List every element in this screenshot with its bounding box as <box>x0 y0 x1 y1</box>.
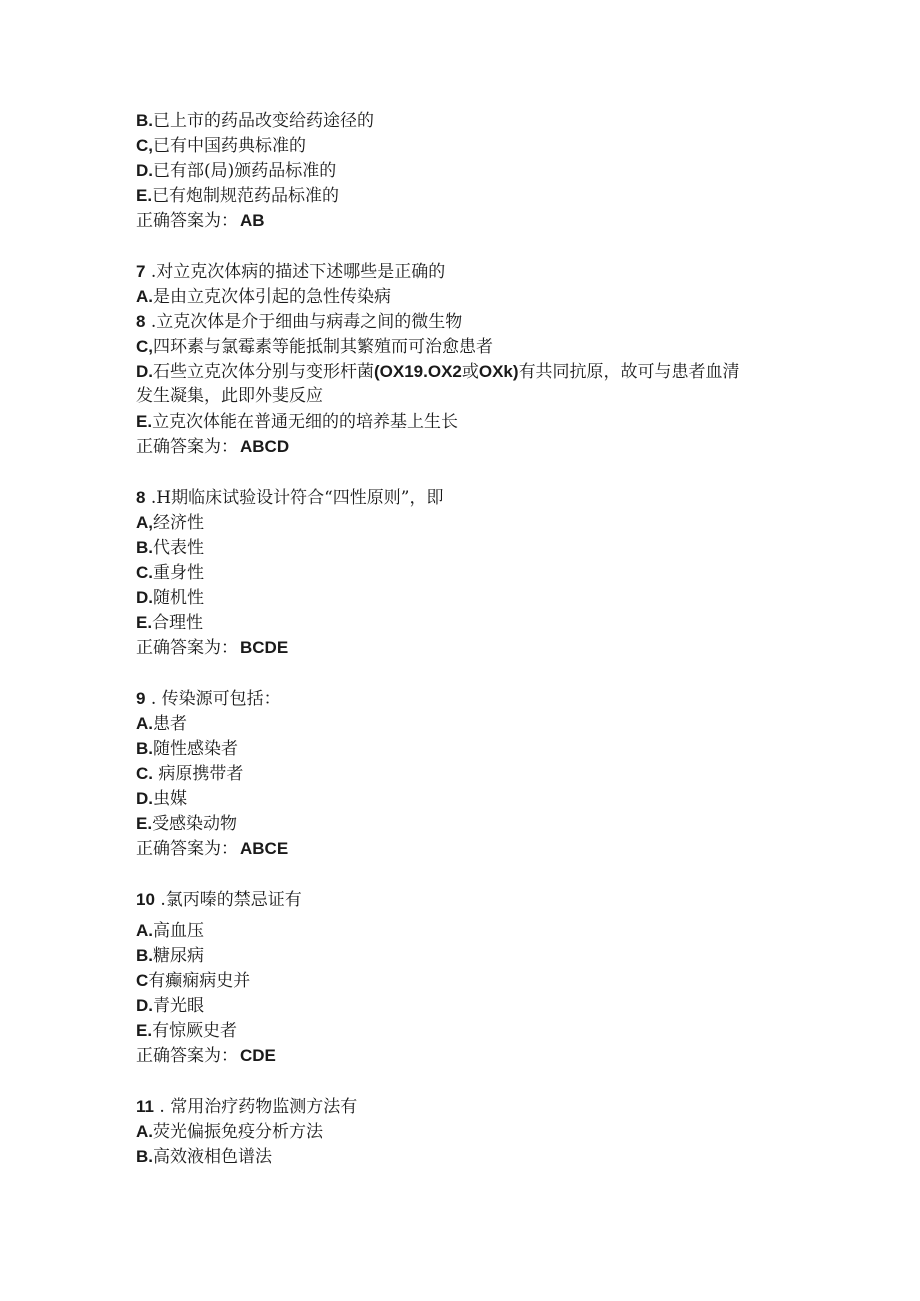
option-a: A.高血压 <box>136 921 204 941</box>
option-b: B.已上市的药品改变给药途径的 <box>136 111 374 131</box>
option-c: C,四环素与氯霉素等能抵制其繁殖而可治愈患者 <box>136 337 493 357</box>
answer-line: 正确答案为： AB <box>136 211 265 231</box>
option-a: A,经济性 <box>136 513 204 533</box>
question-stem: 7 .对立克次体病的描述下述哪些是正确的 <box>136 262 446 282</box>
option-a: A.是由立克次体引起的急性传染病 <box>136 287 391 307</box>
answer-line: 正确答案为： ABCE <box>136 839 289 859</box>
option-b: B.糖尿病 <box>136 946 204 966</box>
option-b: B.代表性 <box>136 538 204 558</box>
option-d-continued: 发生凝集，此即外斐反应 <box>136 386 323 406</box>
document-page <box>136 108 836 1169</box>
option-e: E.合理性 <box>136 613 204 633</box>
option-e: E.立克次体能在普通无细的的培养基上生长 <box>136 412 459 432</box>
question-block-8 <box>136 485 836 660</box>
question-block-11 <box>136 1094 836 1169</box>
question-stem: 8 .H期临床试验设计符合“四性原则”，即 <box>136 488 444 508</box>
question-block-7 <box>136 259 836 459</box>
answer-line: 正确答案为： CDE <box>136 1046 276 1066</box>
option-c: C. 病原携带者 <box>136 764 244 784</box>
option-e: E.受感染动物 <box>136 814 238 834</box>
option-b: 8 .立克次体是介于细曲与病毒之间的微生物 <box>136 312 463 332</box>
answer-line: 正确答案为： BCDE <box>136 638 289 658</box>
option-a: A.荧光偏振免疫分析方法 <box>136 1122 323 1142</box>
question-block-9 <box>136 686 836 861</box>
option-b: B.高效液相色谱法 <box>136 1147 272 1167</box>
answer-line: 正确答案为： ABCD <box>136 437 290 457</box>
option-d: D.随机性 <box>136 588 204 608</box>
question-stem: 10 .氯丙嗪的禁忌证有 <box>136 890 302 910</box>
option-c: C有癫痫病史并 <box>136 971 251 991</box>
option-c: C,已有中国药典标准的 <box>136 136 306 156</box>
question-stem: 11 . 常用治疗药物监测方法有 <box>136 1097 358 1117</box>
option-e: E.已有炮制规范药品标准的 <box>136 186 340 206</box>
option-b: B.随性感染者 <box>136 739 238 759</box>
question-stem: 9 . 传染源可包括： <box>136 689 281 709</box>
question-block-10 <box>136 887 836 1068</box>
option-e: E.有惊厥史者 <box>136 1021 238 1041</box>
option-d: D.石些立克次体分别与变形杆菌(OX19.OX2或OXk)有共同抗原，故可与患者血清 <box>136 362 740 382</box>
question-block-6 <box>136 108 836 233</box>
option-d: D.青光眼 <box>136 996 204 1016</box>
option-a: A.患者 <box>136 714 187 734</box>
option-c: C.重身性 <box>136 563 204 583</box>
option-d: D.已有部(局)颁药品标准的 <box>136 161 337 181</box>
option-d: D.虫媒 <box>136 789 187 809</box>
